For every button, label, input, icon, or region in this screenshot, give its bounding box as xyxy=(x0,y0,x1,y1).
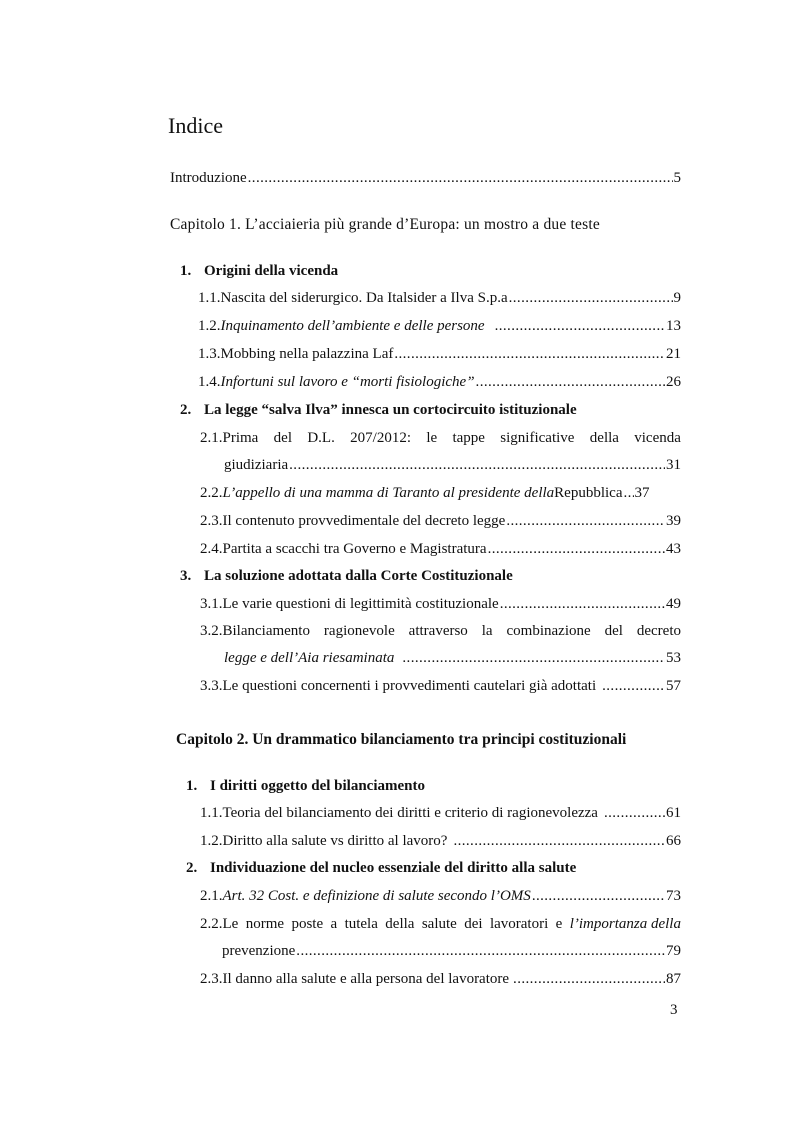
dot-leader xyxy=(394,346,665,363)
chapter-1-title[interactable]: Capitolo 1. L’acciaieria più grande d’Europa: un mostro a due teste xyxy=(170,216,600,233)
section-2-1[interactable]: 1. I diritti oggetto del bilanciamento xyxy=(186,778,425,794)
dot-leader xyxy=(453,833,665,850)
dot-leader xyxy=(296,943,665,960)
dot-leader xyxy=(476,374,665,391)
toc-entry-line2[interactable]: prevenzione ..... 79 xyxy=(222,943,681,963)
dot-leader xyxy=(289,457,665,474)
toc-entry[interactable]: 2.3. Il contenuto provvedimentale del decreto legge ..... 39 xyxy=(200,513,681,533)
toc-entry[interactable]: 1.2. Diritto alla salute vs diritto al lavoro? ..... 66 xyxy=(200,833,681,853)
toc-entry[interactable]: 1.3. Mobbing nella palazzina Laf ..... 21 xyxy=(198,346,681,366)
toc-entry-line1[interactable]: 2.1.Prima del D.L. 207/2012: le tappe significative della vicenda xyxy=(200,430,681,446)
page-title: Indice xyxy=(168,113,223,138)
chapter-2-title[interactable]: Capitolo 2. Un drammatico bilanciamento tra principi costituzionali xyxy=(176,731,627,748)
toc-entry-line2[interactable]: legge e dell’Aia riesaminata ..... 53 xyxy=(224,650,681,670)
toc-entry[interactable]: 1.1. Nascita del siderurgico. Da Italsider a Ilva S.p.a ..... 9 xyxy=(198,290,681,310)
dot-leader xyxy=(624,485,634,502)
dot-leader xyxy=(513,971,665,988)
toc-entry-line1[interactable]: 2.2.Le norme poste a tutela della salute dei lavoratori e l’importanza della xyxy=(200,916,681,932)
dot-leader xyxy=(509,290,673,307)
dot-leader xyxy=(532,888,665,905)
toc-entry[interactable]: 1.1. Teoria del bilanciamento dei diritti e criterio di ragionevolezza ..... 61 xyxy=(200,805,681,825)
toc-entry[interactable]: 2.2. L’appello di una mamma di Taranto al presidente della Repubblica ..... 37 xyxy=(200,485,681,505)
section-1-1[interactable]: 1. Origini della vicenda xyxy=(180,263,339,279)
toc-entry[interactable]: 1.2. Inquinamento dell’ambiente e delle persone ..... 13 xyxy=(198,318,681,338)
page-number: 3 xyxy=(670,1002,678,1018)
toc-entry[interactable]: 2.3. Il danno alla salute e alla persona del lavoratore ..... 87 xyxy=(200,971,681,991)
section-1-2[interactable]: 2. La legge “salva Ilva” innesca un cortocircuito istituzionale xyxy=(180,402,577,418)
dot-leader xyxy=(495,318,665,335)
section-1-3[interactable]: 3. La soluzione adottata dalla Corte Costituzionale xyxy=(180,568,513,584)
toc-label: Introduzione xyxy=(170,170,247,186)
dot-leader xyxy=(604,805,665,822)
toc-entry[interactable]: 3.1. Le varie questioni di legittimità costituzionale ..... 49 xyxy=(200,596,681,616)
toc-page: 5 xyxy=(673,170,681,186)
toc-entry-line2[interactable]: giudiziaria ..... 31 xyxy=(224,457,681,477)
dot-leader xyxy=(402,650,665,667)
toc-entry-line1[interactable]: 3.2.Bilanciamento ragionevole attraverso la combinazione del decreto xyxy=(200,623,681,639)
toc-entry[interactable]: 2.4. Partita a scacchi tra Governo e Magistratura ..... 43 xyxy=(200,541,681,561)
toc-entry[interactable]: 2.1. Art. 32 Cost. e definizione di salute secondo l’OMS ..... 73 xyxy=(200,888,681,908)
dot-leader xyxy=(488,541,665,558)
dot-leader xyxy=(248,170,673,187)
dot-leader xyxy=(506,513,665,530)
dot-leader xyxy=(602,678,665,695)
toc-entry[interactable]: 3.3. Le questioni concernenti i provvedimenti cautelari già adottati ..... 57 xyxy=(200,678,681,698)
dot-leader xyxy=(500,596,665,613)
toc-entry[interactable]: 1.4. Infortuni sul lavoro e “morti fisiologiche” ..... 26 xyxy=(198,374,681,394)
section-2-2[interactable]: 2. Individuazione del nucleo essenziale del diritto alla salute xyxy=(186,860,577,876)
toc-intro[interactable] xyxy=(170,170,681,190)
